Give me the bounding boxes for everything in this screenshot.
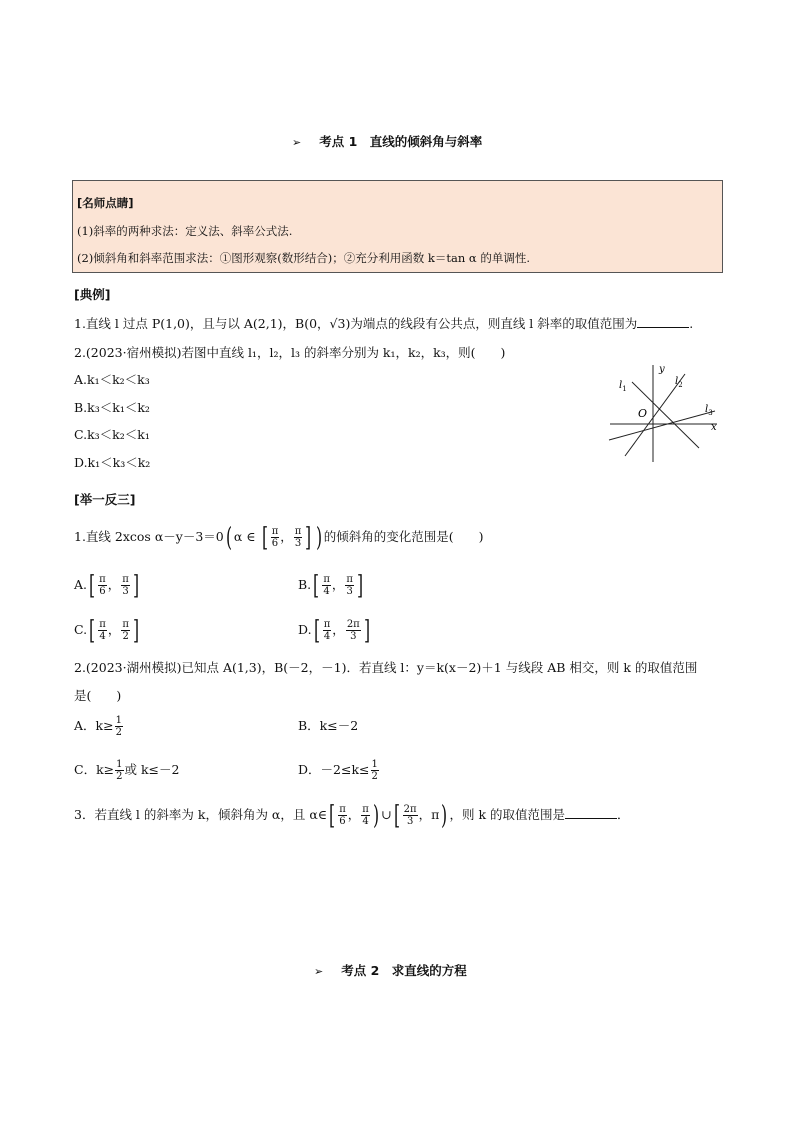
practice-1-pre: 1.直线 2xcos α－y－3＝0 xyxy=(74,529,224,544)
fraction-pi-3: $\frac{\pi}{3}$ xyxy=(294,526,302,549)
l1-label: $l_1$ xyxy=(619,380,627,393)
practice-1-alpha: α ∈ xyxy=(233,529,256,544)
practice-2-line-2: 是( ) xyxy=(74,688,122,703)
bracket-open: [ xyxy=(261,522,268,553)
l3-label: $l_3$ xyxy=(705,404,713,417)
lines-figure xyxy=(605,360,725,465)
y-axis-label: y xyxy=(659,364,665,375)
example-1-text: 1.直线 l 过点 P(1,0)，且与以 A(2,1)，B(0，√3)为端点的线段有公共点，则直线 l 斜率的取值范围为 xyxy=(74,316,638,331)
line-l3 xyxy=(609,411,715,440)
section-1-title: 考点 1 直线的倾斜角与斜率 xyxy=(319,134,483,149)
practice-1-question: 1.直线 2xcos α－y－3＝0( α ∈ [ $\frac{\pi}{6}$ ， $\frac{\pi}{3}$ ] ) 的倾斜角的变化范围是( ) xyxy=(74,522,484,553)
origin-label: O xyxy=(638,407,648,420)
practice-2-option-a: A．k≥ $\frac{1}{2}$ xyxy=(74,715,122,738)
section-2-heading xyxy=(314,961,467,979)
tips-header: [名师点睛] xyxy=(77,196,134,210)
paren-close: ) xyxy=(315,522,322,553)
example-2-option-a: A.k₁＜k₂＜k₃ xyxy=(74,372,150,387)
tips-box xyxy=(72,180,723,273)
practice-1-option-b: B.[ $\frac{\pi}{4}$ ， $\frac{\pi}{3}$ ] xyxy=(298,570,364,601)
practice-1-option-c: C.[ $\frac{\pi}{4}$ ， $\frac{\pi}{2}$ ] xyxy=(74,615,140,646)
arrow-icon: ➢ xyxy=(292,136,302,149)
example-2-option-b: B.k₃＜k₁＜k₂ xyxy=(74,400,150,415)
example-2-question: 2.(2023·宿州模拟)若图中直线 l₁，l₂，l₃ 的斜率分别为 k₁，k₂，k₃，则( ) xyxy=(74,345,506,360)
section-1-heading xyxy=(292,132,482,150)
example-header: [典例] xyxy=(74,287,111,302)
practice-1-option-d: D.[ $\frac{\pi}{4}$ ， $\frac{2\pi}{3}$ ] xyxy=(298,615,370,646)
practice-2-option-d: D．－2≤k≤ $\frac{1}{2}$ xyxy=(298,759,378,782)
example-2-option-d: D.k₁＜k₃＜k₂ xyxy=(74,455,151,470)
practice-3-question: 3．若直线 l 的斜率为 k，倾斜角为 α，且 α∈[ $\frac{\pi}{6}$ ， $\frac{\pi}{4}$ ) ∪[ $\frac{2\pi}{3}$ ，π) ，则 k 的取值范围是 ． xyxy=(74,800,630,831)
answer-blank xyxy=(565,806,617,819)
practice-2-line-1: 2.(2023·湖州模拟)已知点 A(1,3)，B(－2，－1)．若直线 l：y＝k(x－2)＋1 与线段 AB 相交，则 k 的取值范围 xyxy=(74,660,698,675)
section-2-title: 考点 2 求直线的方程 xyxy=(341,963,467,978)
answer-blank xyxy=(637,315,689,328)
x-axis-label: x xyxy=(711,422,717,433)
example-2-option-c: C.k₃＜k₂＜k₁ xyxy=(74,427,150,442)
l2-label: $l_2$ xyxy=(675,376,683,389)
example-1 xyxy=(74,314,693,332)
fraction-pi-6: $\frac{\pi}{6}$ xyxy=(271,526,279,549)
practice-2-option-b: B．k≤－2 xyxy=(298,718,359,733)
practice-1-option-a: A.[ $\frac{\pi}{6}$ ， $\frac{\pi}{3}$ ] xyxy=(74,570,139,601)
tips-line-1: (1)斜率的两种求法：定义法、斜率公式法. xyxy=(77,224,293,238)
practice-2-option-c: C．k≥ $\frac{1}{2}$ 或 k≤－2 xyxy=(74,759,180,782)
paren-open: ( xyxy=(225,522,232,553)
bracket-close: ] xyxy=(305,522,312,553)
arrow-icon: ➢ xyxy=(314,965,324,978)
example-1-end: . xyxy=(689,316,694,331)
practice-header: [举一反三] xyxy=(74,492,136,507)
tips-line-2: (2)倾斜角和斜率范围求法：①图形观察(数形结合)；②充分利用函数 k＝tan α 的单调性. xyxy=(77,251,530,265)
practice-1-post: 的倾斜角的变化范围是( ) xyxy=(323,529,484,544)
